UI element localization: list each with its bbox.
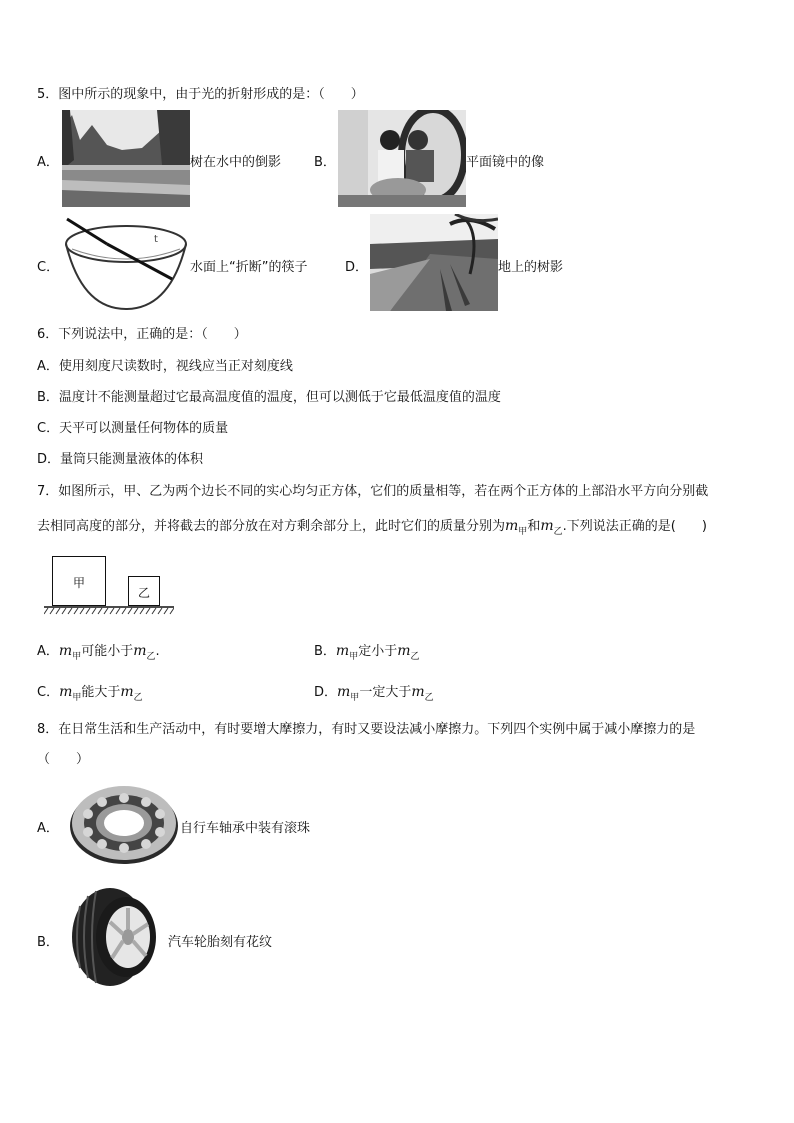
mirror-children-photo: [338, 110, 466, 207]
q6-option-d: D．量筒只能测量液体的体积: [37, 452, 204, 467]
q7-option-c: C．$m_甲$能大于$m_乙$: [37, 684, 143, 703]
q8-stem-line2: （ ）: [37, 752, 90, 767]
q5-option-d-letter: D．: [345, 260, 369, 275]
cube-yi: [128, 576, 160, 606]
q5-option-b-letter: B．: [314, 155, 336, 170]
q5-option-c-text: 水面上“折断”的筷子: [190, 260, 308, 275]
q8-option-a-text: 自行车轴承中装有滚珠: [180, 821, 311, 836]
q5-option-c-letter: C．: [37, 260, 60, 275]
q8-stem-line1: 8．在日常生活和生产活动中，有时要增大摩擦力，有时又要设法减小摩擦力。下列四个实例中属于减小摩擦力的是: [37, 722, 696, 737]
cubes-diagram: [44, 556, 184, 616]
q7-option-a: A．$m_甲$可能小于$m_乙$.: [37, 643, 160, 662]
cube-jia-label: 甲: [73, 576, 86, 590]
car-tire-image: [70, 886, 160, 988]
q5-option-a-text: 树在水中的倒影: [190, 155, 282, 170]
q5-option-a-letter: A．: [37, 155, 59, 170]
q7-option-d: D．$m_甲$一定大于$m_乙$: [314, 684, 434, 703]
q6-option-c: C．天平可以测量任何物体的质量: [37, 421, 229, 436]
lake-reflection-photo: [62, 110, 190, 207]
q7-option-b: B．$m_甲$定小于$m_乙$: [314, 643, 420, 662]
chopsticks-in-water-photo: [62, 214, 190, 311]
ball-bearing-image: [68, 780, 180, 866]
q6-stem: 6．下列说法中，正确的是：（ ）: [37, 327, 247, 342]
cube-yi-label: 乙: [138, 586, 151, 600]
svg-text:t: t: [154, 234, 158, 245]
q6-option-a: A．使用刻度尺读数时，视线应当正对刻度线: [37, 359, 293, 374]
q7-stem-line2: 去相同高度的部分，并将截去的部分放在对方剩余部分上，此时它们的质量分别为$m_甲$和$m_乙$.下列说法正确的是( ): [37, 518, 707, 537]
q5-option-b-text: 平面镜中的像: [466, 155, 545, 170]
ground-hatch: [44, 606, 174, 615]
q8-option-b-text: 汽车轮胎刻有花纹: [168, 935, 273, 950]
q6-option-b: B．温度计不能测量超过它最高温度值的温度，但可以测低于它最低温度值的温度: [37, 390, 501, 405]
q8-option-b-letter: B．: [37, 935, 59, 950]
q8-option-a-letter: A．: [37, 821, 59, 836]
q5-option-d-text: 地上的树影: [498, 260, 564, 275]
q7-stem-line1: 7．如图所示，甲、乙为两个边长不同的实心均匀正方体，它们的质量相等，若在两个正方体的上部沿水平方向分别截: [37, 484, 709, 499]
tree-shadow-road-photo: [370, 214, 498, 311]
q5-stem: 5．图中所示的现象中，由于光的折射形成的是：（ ）: [37, 87, 364, 102]
cube-jia: [52, 556, 106, 606]
